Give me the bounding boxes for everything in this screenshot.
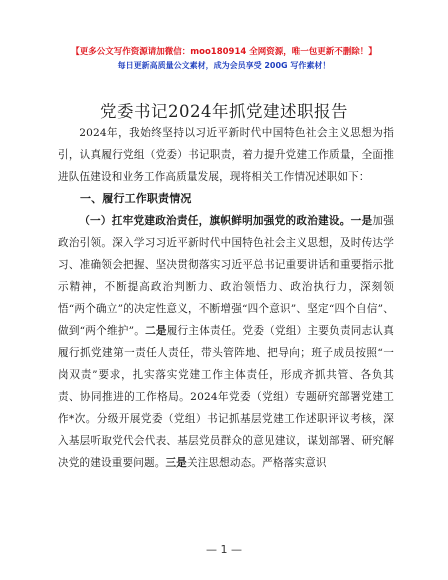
point-marker-3: 三是: [165, 457, 187, 469]
intro-paragraph: 2024年，我始终坚持以习近平新时代中国特色社会主义思想为指引，认真履行党组（党委）书记职责，着力提升党建工作质量，全面推进队伍建设和业务工作高质量发展，现将相关工作情况述职如下：: [58, 127, 394, 183]
point-marker-2: 二是: [145, 325, 167, 337]
document-title: 党委书记2024年抓党建述职报告: [100, 102, 348, 121]
subsection-heading: （一）扛牢党建政治责任，旗帜鲜明加强党的政治建设。: [79, 215, 351, 227]
page-number: — 1 —: [206, 543, 242, 556]
section-heading: 一、履行工作职责情况: [80, 192, 192, 205]
point-text-1: 加强政治引领。深入学习习近平新时代中国特色社会主义思想，及时传达学习、准确领会把握、坚决贯彻落实习近平总书记重要讲话和重要指示批示精神，不断提高政治判断力、政治领悟力、政治执行力，深刻领悟“两个确立”的决定性意义，不断增强“四个意识”、坚定“四个自信”、做到“两个维护”。: [58, 215, 394, 337]
promo-banner-top: 【更多公文写作资源请加微信：moo180914 全网资源，唯一包更新不删除！】: [71, 47, 377, 57]
point-marker-1: 一是: [350, 215, 373, 227]
promo-banner-sub: 每日更新高质量公文素材，成为会员享受 200G 写作素材！: [117, 61, 331, 70]
point-text-3: 关注思想动态。严格落实意识: [186, 457, 327, 469]
subsection-paragraph: [58, 210, 394, 474]
document-body: [58, 122, 394, 474]
point-text-2: 履行主体责任。党委（党组）主要负责同志认真履行抓党建第一责任人责任，带头管阵地、把导向；班子成员按照“一岗双责”要求，扎实落实党建工作主体责任，形成齐抓共管、各负其责、协同推进的工作格局。2024年党委（党组）专题研究部署党建工作*次。分级开展党委（党组）书记抓基层党建工作述职评议考核，深入基层听取党代会代表、基层党员群众的意见建议，谋划部署、研究解决党的建设重要问题。: [58, 325, 394, 469]
